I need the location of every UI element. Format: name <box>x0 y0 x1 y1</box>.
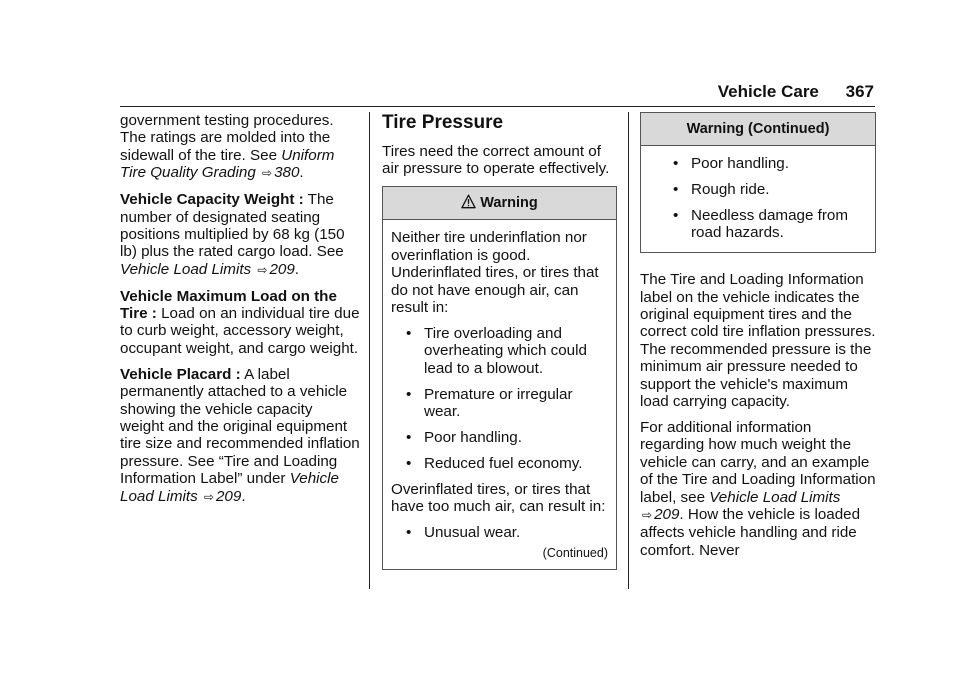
list-item-text: Unusual wear. <box>424 524 521 541</box>
list-item-text: Tire overloading and overheating which could lead to a blowout. <box>424 324 587 377</box>
warning-header <box>383 187 616 220</box>
body-text: For additional information regarding how much weight the vehicle can carry, and an example of the Tire and Loading Information label, see <box>640 418 876 506</box>
list-item <box>391 325 608 377</box>
definition-term: Vehicle Capacity Weight : <box>120 191 304 209</box>
paragraph <box>120 112 360 183</box>
definition-paragraph <box>120 191 360 279</box>
paragraph <box>640 419 876 559</box>
definition-term: Vehicle Maximum Load on the Tire : <box>120 287 337 323</box>
cross-ref-link[interactable]: Vehicle Load Limits <box>709 488 841 506</box>
page-header <box>718 82 874 102</box>
column-1 <box>120 112 360 515</box>
page-ref-arrow-icon: ⇨ <box>642 507 653 522</box>
paragraph: Tires need the correct amount of air pressure to operate effectively. <box>382 143 610 178</box>
bullet: • <box>673 206 679 224</box>
warning-box <box>382 186 617 570</box>
page-ref-arrow-icon: ⇨ <box>262 166 273 181</box>
body-text: The number of designated seating positions multiplied by 68 kg (150 lb) plus the rated cargo load. See <box>120 191 345 261</box>
list-item <box>391 429 608 446</box>
definition-term: Vehicle Placard : <box>120 365 241 383</box>
punctuation: . <box>299 164 304 182</box>
warning-body <box>641 146 875 252</box>
warning-text: Overinflated tires, or tires that have too much air, can result in: <box>391 480 606 516</box>
column-2 <box>382 112 617 570</box>
warning-title: Warning <box>480 195 538 212</box>
bullet: • <box>406 524 412 541</box>
list-item-text: Premature or irregular wear. <box>424 385 573 420</box>
bullet-list <box>391 524 608 541</box>
column-divider <box>369 112 370 589</box>
list-item <box>649 207 867 242</box>
cross-ref-link[interactable]: Vehicle Load Limits <box>120 470 339 505</box>
bullet: • <box>673 180 679 198</box>
bullet: • <box>673 155 679 172</box>
cross-ref-page[interactable]: 209 <box>654 505 680 523</box>
cross-ref-link[interactable]: Vehicle Load Limits <box>120 260 252 278</box>
warning-body <box>383 220 616 569</box>
paragraph: The Tire and Loading Information label on the vehicle indicates the original equipment tires and the correct cold tire inflation pressures. The recommended pressure is the minimum air pressure needed to support the vehicle's maximum load carrying capacity. <box>640 271 876 410</box>
column-3 <box>640 112 876 568</box>
bullet: • <box>406 324 412 342</box>
list-item <box>391 524 608 541</box>
cross-ref-page[interactable]: 209 <box>269 260 295 278</box>
list-item-text: Poor handling. <box>424 428 522 446</box>
list-item-text: Rough ride. <box>691 180 770 198</box>
cross-ref-link[interactable]: Uniform Tire Quality Grading <box>120 146 335 182</box>
header-section-title: Vehicle Care <box>717 82 819 101</box>
list-item-text: Poor handling. <box>691 155 789 172</box>
cross-ref-page[interactable]: 380 <box>274 164 300 182</box>
punctuation: . <box>241 487 246 505</box>
bullet: • <box>406 428 412 446</box>
warning-header: Warning (Continued) <box>641 113 875 146</box>
list-item <box>391 455 608 472</box>
cross-ref-page[interactable]: 209 <box>215 487 242 505</box>
bullet-list <box>649 155 867 242</box>
page-number: 367 <box>845 82 874 101</box>
list-item <box>649 155 867 172</box>
definition-paragraph <box>120 288 360 358</box>
warning-triangle-icon <box>461 194 476 209</box>
definition-paragraph <box>120 366 360 506</box>
page-ref-arrow-icon: ⇨ <box>257 262 268 277</box>
continued-label: (Continued) <box>542 546 608 561</box>
body-text: Load on an individual tire due to curb weight, accessory weight, occupant weight, and cargo weight. <box>120 305 360 357</box>
column-divider <box>628 112 629 589</box>
list-item-text: Needless damage from road hazards. <box>691 206 849 242</box>
body-text: . How the vehicle is loaded affects vehicle handling and ride comfort. Never <box>640 505 861 559</box>
body-text: government testing procedures. The ratings are molded into the sidewall of the tire. See <box>120 112 334 164</box>
warning-text: Neither tire underinflation nor overinflation is good. Underinflated tires, or tires that do not have enough air, can result in: <box>391 229 599 316</box>
list-item <box>649 181 867 198</box>
section-title: Tire Pressure <box>382 112 504 133</box>
list-item <box>391 386 608 421</box>
bullet: • <box>406 454 412 472</box>
bullet: • <box>406 385 412 403</box>
list-item-text: Reduced fuel economy. <box>424 454 583 472</box>
body-text: A label permanently attached to a vehicle showing the vehicle capacity weight and the original equipment tire size and recommended inflation pressure. See “Tire and Loading Information Label” under <box>120 365 360 488</box>
bullet-list <box>391 325 608 472</box>
warning-box-continued <box>640 112 876 253</box>
header-rule <box>120 106 875 107</box>
page-ref-arrow-icon: ⇨ <box>203 489 214 504</box>
punctuation: . <box>294 260 300 278</box>
